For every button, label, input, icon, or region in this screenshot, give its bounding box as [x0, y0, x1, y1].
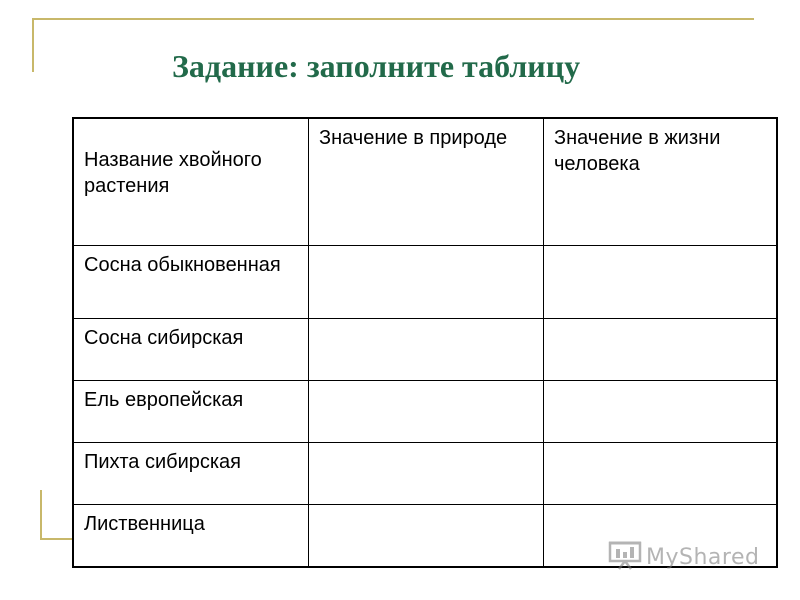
table-row — [73, 443, 777, 505]
nature-value-cell[interactable] — [309, 443, 544, 505]
table-header-cell: Значение в природе — [309, 118, 544, 246]
presentation-screen-icon — [608, 540, 642, 575]
table-row — [73, 319, 777, 381]
table-row — [73, 246, 777, 319]
human-value-cell[interactable] — [544, 443, 778, 505]
plant-name-cell: Сосна сибирская — [73, 319, 309, 381]
nature-value-cell[interactable] — [309, 319, 544, 381]
plant-name-cell: Лиственница — [73, 505, 309, 568]
myshared-watermark — [608, 540, 759, 575]
table-header-row — [73, 118, 777, 246]
plant-name-cell: Ель европейская — [73, 381, 309, 443]
frame-bottom-left-line — [40, 490, 42, 540]
frame-left-line — [32, 18, 34, 72]
human-value-cell[interactable] — [544, 381, 778, 443]
table-row — [73, 381, 777, 443]
nature-value-cell[interactable] — [309, 246, 544, 319]
watermark-text: MyShared — [646, 545, 760, 570]
plant-name-cell: Пихта сибирская — [73, 443, 309, 505]
plant-name-cell: Сосна обыкновенная — [73, 246, 309, 319]
table-header-cell: Значение в жизни человека — [544, 118, 778, 246]
slide-title: Задание: заполните таблицу — [172, 48, 581, 84]
nature-value-cell[interactable] — [309, 505, 544, 568]
human-value-cell[interactable] — [544, 319, 778, 381]
frame-top-line — [32, 18, 754, 20]
human-value-cell[interactable] — [544, 246, 778, 319]
task-table — [72, 117, 778, 568]
nature-value-cell[interactable] — [309, 381, 544, 443]
table-header-cell: Название хвойного растения — [73, 118, 309, 246]
